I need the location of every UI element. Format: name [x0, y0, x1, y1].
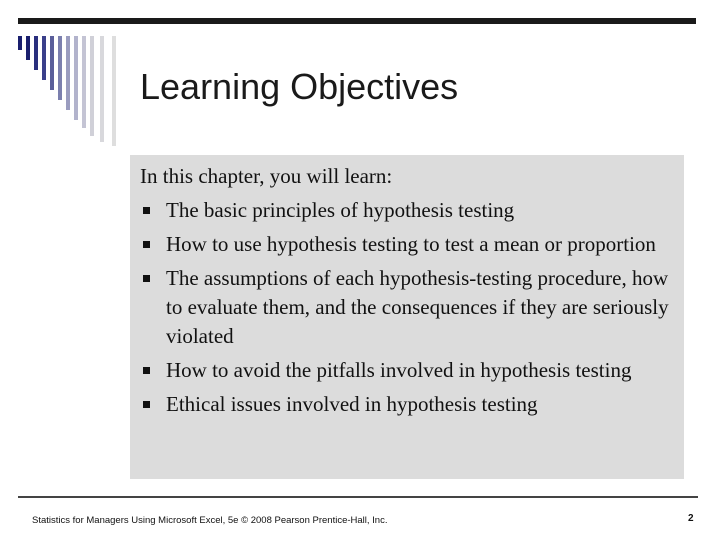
stripe	[18, 36, 22, 50]
square-bullet-icon	[143, 241, 150, 248]
list-item	[140, 196, 670, 225]
list-item	[140, 230, 670, 259]
objectives-list	[140, 196, 670, 419]
stripe	[58, 36, 62, 100]
list-item-text: How to avoid the pitfalls involved in hypothesis testing	[166, 358, 632, 382]
square-bullet-icon	[143, 275, 150, 282]
stripe	[42, 36, 46, 80]
list-item-text: How to use hypothesis testing to test a mean or proportion	[166, 232, 656, 256]
decorative-stripes	[18, 36, 128, 146]
list-item	[140, 356, 670, 385]
list-item-text: Ethical issues involved in hypothesis testing	[166, 392, 538, 416]
list-item	[140, 264, 670, 351]
stripe	[50, 36, 54, 90]
list-item	[140, 390, 670, 419]
stripe	[100, 36, 104, 142]
footer-text: Statistics for Managers Using Microsoft Excel, 5e © 2008 Pearson Prentice-Hall, Inc.	[32, 515, 388, 526]
stripe	[26, 36, 30, 60]
square-bullet-icon	[143, 207, 150, 214]
top-rule	[18, 18, 696, 24]
intro-text: In this chapter, you will learn:	[140, 164, 393, 188]
square-bullet-icon	[143, 401, 150, 408]
square-bullet-icon	[143, 367, 150, 374]
stripe	[34, 36, 38, 70]
stripe	[112, 36, 116, 146]
stripe	[82, 36, 86, 128]
footer-rule	[18, 496, 698, 498]
content-area	[140, 162, 670, 424]
page-number: 2	[688, 513, 694, 524]
list-item-text: The assumptions of each hypothesis-testing procedure, how to evaluate them, and the consequences if they are seriously violated	[166, 266, 669, 348]
stripe	[66, 36, 70, 110]
list-item-text: The basic principles of hypothesis testing	[166, 198, 515, 222]
slide-title: Learning Objectives	[140, 66, 459, 107]
stripe	[90, 36, 94, 136]
stripe	[74, 36, 78, 120]
